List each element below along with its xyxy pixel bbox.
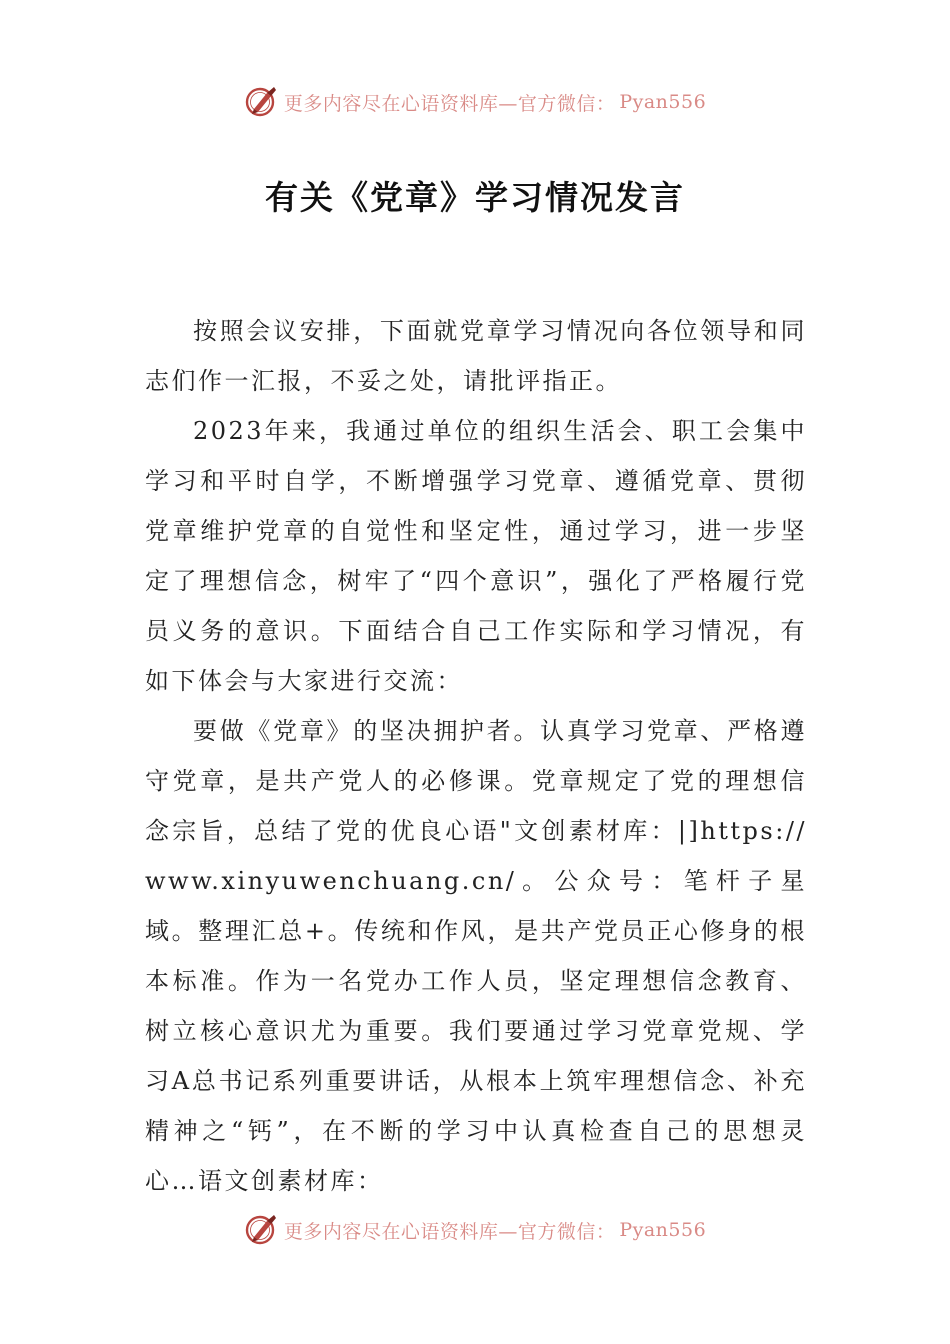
paragraph-intro: 按照会议安排，下面就党章学习情况向各位领导和同志们作一汇报，不妥之处，请批评指正。 (145, 317, 807, 395)
paragraph-learning-summary: 2023年来，我通过单位的组织生活会、职工会集中学习和平时自学，不断增强学习党章、遵循党章、贯彻党章维护党章的自觉性和坚定性，通过学习，进一步坚定了理想信念，树牢了“四个意识”，强化了严格履行党员义务的意识。下面结合自己工作实际和学习情况，有如下体会与大家进行交流： (145, 417, 807, 695)
pen-nib-circle-icon (244, 1212, 280, 1248)
document-body (145, 306, 807, 1206)
header-watermark-content (244, 84, 706, 120)
document-title: 有关《党章》学习情况发言 (265, 178, 685, 217)
watermark-text: 更多内容尽在心语资料库—官方微信： (283, 92, 616, 115)
footer-watermark-banner (0, 1210, 950, 1250)
header-watermark-banner (0, 82, 950, 122)
watermark-text: 更多内容尽在心语资料库—官方微信： (283, 1220, 616, 1243)
watermark-wechat-id: Pyan556 (619, 91, 707, 113)
footer-watermark-content (244, 1212, 706, 1248)
watermark-wechat-id: Pyan556 (619, 1219, 707, 1241)
pen-nib-circle-icon (244, 84, 280, 120)
paragraph-supporter: 要做《党章》的坚决拥护者。认真学习党章、严格遵守党章，是共产党人的必修课。党章规定了党的理想信念宗旨，总结了党的优良心语"文创素材库：|]https://www.xinyuwenchuang.cn/。公众号：笔杆子星域。整理汇总+。传统和作风，是共产党员正心修身的根本标准。作为一名党办工作人员，坚定理想信念教育、树立核心意识尤为重要。我们要通过学习党章党规、学习A总书记系列重要讲话，从根本上筑牢理想信念、补充精神之“钙”，在不断的学习中认真检查自己的思想灵心…语文创素材库： (145, 717, 807, 1195)
